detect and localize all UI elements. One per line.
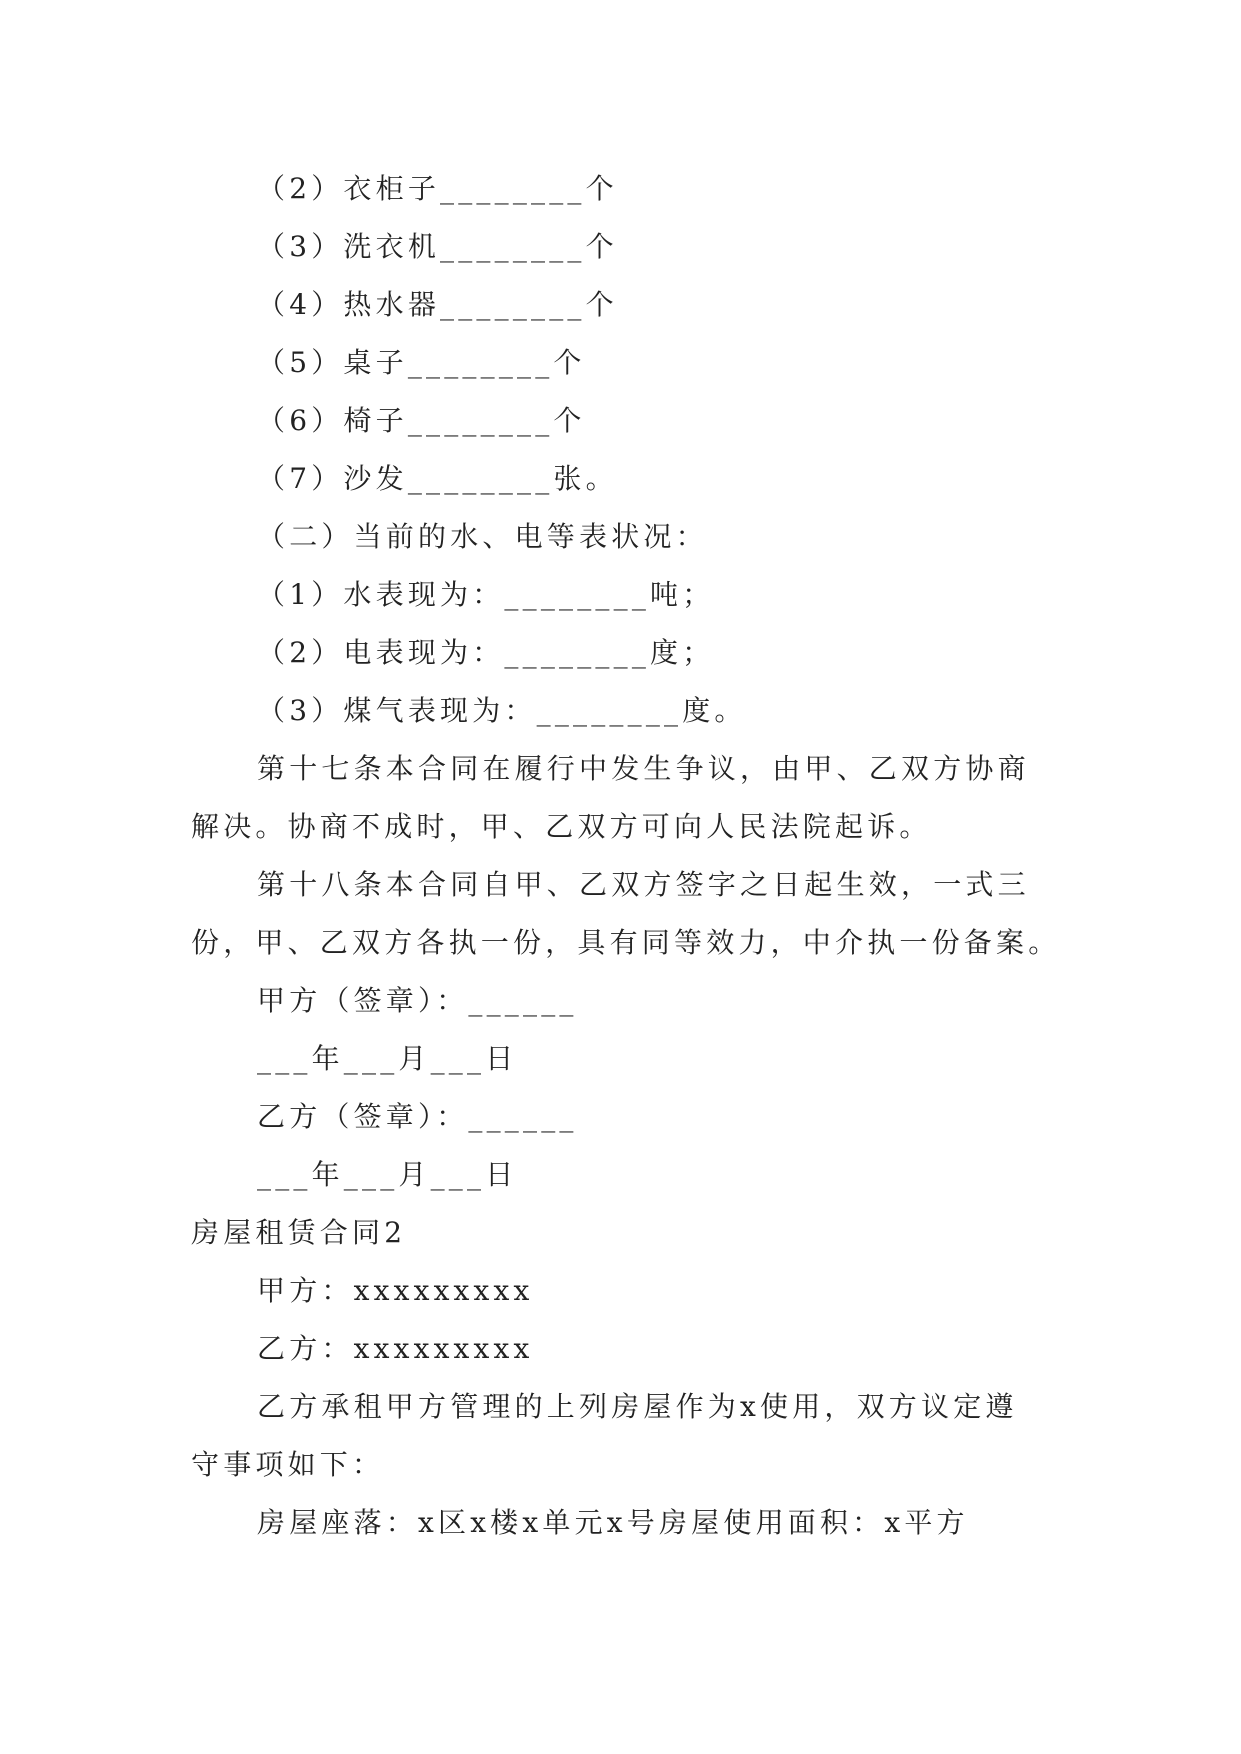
- contract-2-intro-line-2: 守事项如下：: [191, 1448, 385, 1481]
- party-b-date: ___年___月___日: [257, 1158, 518, 1191]
- party-a-signature: 甲方（签章）：______: [257, 984, 578, 1017]
- line-chair: （6）椅子________个: [257, 404, 586, 437]
- contract-2-title: 房屋租赁合同2: [191, 1216, 407, 1249]
- line-water-meter: （1）水表现为：________吨；: [257, 578, 715, 611]
- line-sofa: （7）沙发________张。: [257, 462, 618, 495]
- section-meter-status: （二）当前的水、电等表状况：: [257, 520, 708, 553]
- line-wardrobe: （2）衣柜子________个: [257, 172, 618, 205]
- line-water-heater: （4）热水器________个: [257, 288, 618, 321]
- document-body: [191, 160, 1061, 1552]
- line-electric-meter: （2）电表现为：________度；: [257, 636, 715, 669]
- line-gas-meter: （3）煤气表现为：________度。: [257, 694, 747, 727]
- line-washing-machine: （3）洗衣机________个: [257, 230, 618, 263]
- article-18-line-1: 第十八条本合同自甲、乙双方签字之日起生效，一式三: [257, 868, 1030, 901]
- article-17-line-2: 解决。协商不成时，甲、乙双方可向人民法院起诉。: [191, 810, 932, 843]
- line-table: （5）桌子________个: [257, 346, 586, 379]
- party-b-signature: 乙方（签章）：______: [257, 1100, 578, 1133]
- contract-2-intro-line-1: 乙方承租甲方管理的上列房屋作为x使用，双方议定遵: [257, 1390, 1018, 1423]
- contract-2-party-a: 甲方：xxxxxxxxx: [257, 1274, 534, 1307]
- contract-2-location-line: 房屋座落：x区x楼x单元x号房屋使用面积：x平方: [257, 1506, 969, 1539]
- party-a-date: ___年___月___日: [257, 1042, 518, 1075]
- article-18-line-2: 份，甲、乙双方各执一份，具有同等效力，中介执一份备案。: [191, 926, 1061, 959]
- article-17-line-1: 第十七条本合同在履行中发生争议，由甲、乙双方协商: [257, 752, 1030, 785]
- contract-2-party-b: 乙方：xxxxxxxxx: [257, 1332, 534, 1365]
